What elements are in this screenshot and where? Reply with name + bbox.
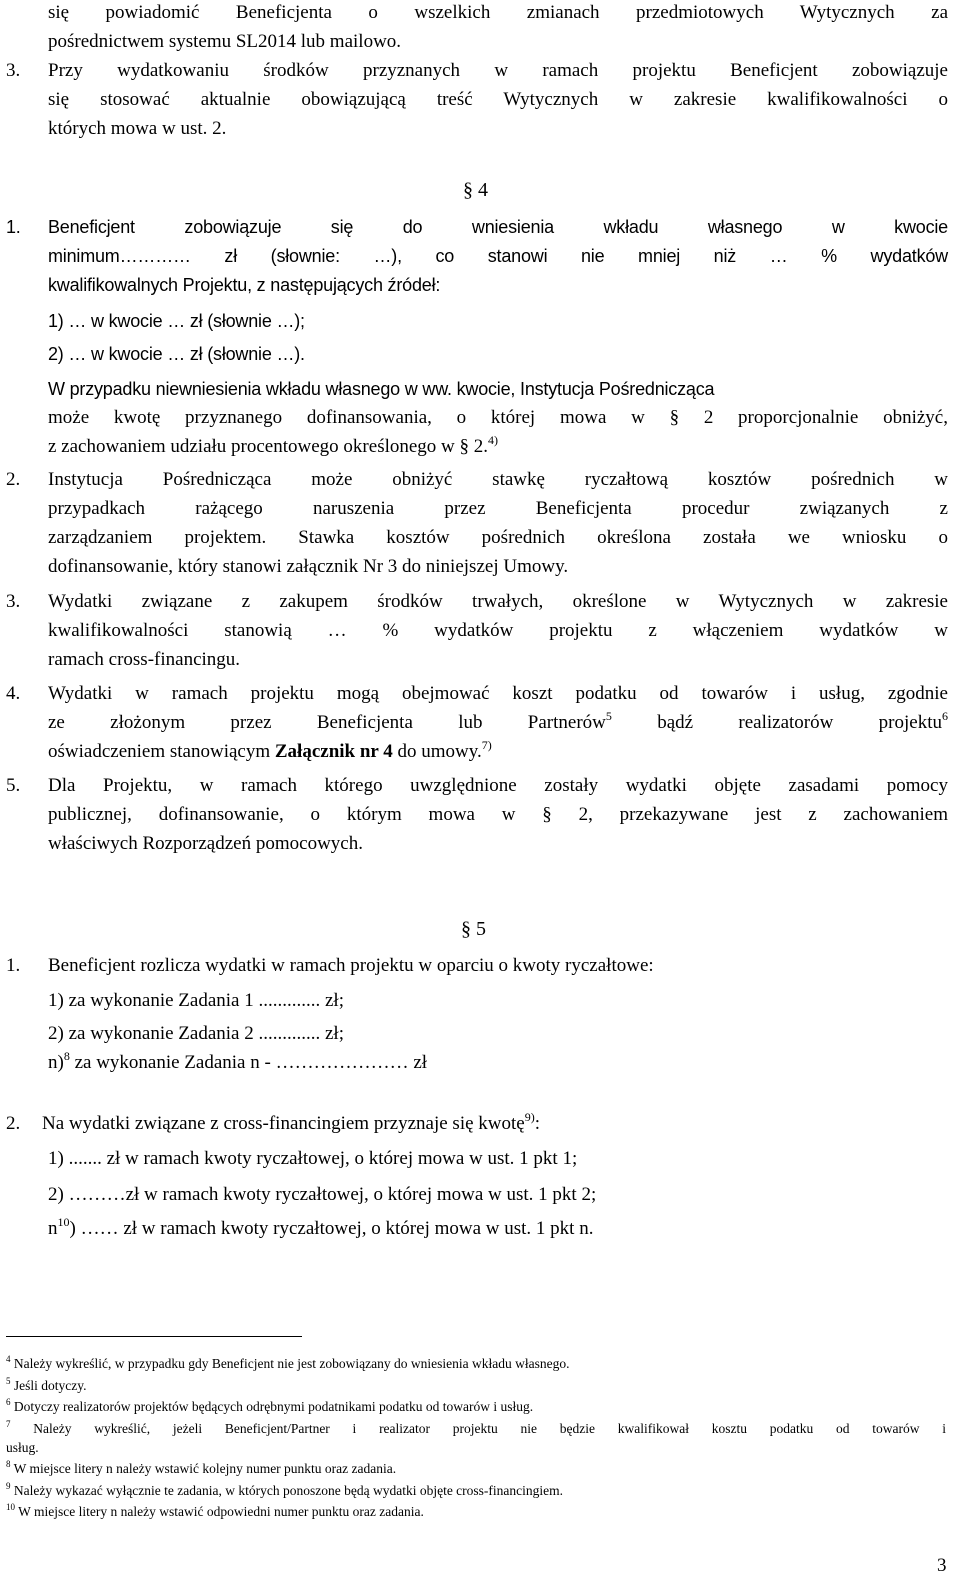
body-text: do umowy. (397, 741, 482, 762)
body-text: : (534, 1113, 540, 1134)
footnote-text: Należy wykazać wyłącznie te zadania, w których ponoszone będą wydatki objęte cross-financingiem. (13, 1483, 564, 1498)
body-text-line: W przypadku niewniesienia wkładu własnego w ww. kwocie, Instytucja Pośrednicząca (48, 379, 715, 399)
body-text-line (48, 709, 948, 734)
footnote-number: 9 (6, 1481, 11, 1491)
body-text-line: Dla Projektu, w ramach którego uwzględnione zostały wydatki objęte zasadami pomocy (48, 775, 948, 796)
page-number: 3 (937, 1555, 947, 1576)
footnote-text: Należy wykreślić, w przypadku gdy Beneficjent nie jest zobowiązany do wniesienia wkładu własnego. (13, 1356, 570, 1371)
body-text-line: Beneficjent zobowiązuje się do wniesienia wkładu własnego w kwocie (48, 217, 948, 237)
footnote-ref: 10 (57, 1215, 70, 1229)
list-item (48, 1049, 428, 1074)
list-number: 1. (6, 217, 21, 237)
footnote-ref: 9) (524, 1110, 535, 1124)
list-item: 2) … w kwocie … zł (słownie …). (48, 344, 305, 364)
footnote (6, 1504, 424, 1520)
list-number: 1. (6, 955, 21, 976)
body-text-line: się stosować aktualnie obowiązującą treść Wytycznych w zakresie kwalifikowalności o (48, 89, 948, 110)
list-item: 1) ....... zł w ramach kwoty ryczałtowej, o której mowa w ust. 1 pkt 1; (48, 1148, 578, 1169)
footnote-number: 4 (6, 1354, 11, 1364)
list-item (48, 1215, 594, 1240)
body-text-line: Wydatki w ramach projektu mogą obejmować koszt podatku od towarów i usług, zgodnie (48, 683, 948, 704)
body-text-line: minimum………… zł (słownie: …), co stanowi nie mniej niż … % wydatków (48, 246, 948, 266)
footnote (6, 1483, 563, 1499)
footnote (6, 1461, 396, 1477)
body-text-line (48, 738, 492, 763)
list-number: 5. (6, 775, 21, 796)
body-text: za wykonanie Zadania n - ………………… zł (74, 1052, 428, 1073)
list-item: 1) za wykonanie Zadania 1 ............. zł; (48, 990, 344, 1011)
footnote (6, 1356, 569, 1372)
body-text-line: dofinansowanie, który stanowi załącznik Nr 3 do niniejszej Umowy. (48, 556, 569, 577)
body-text-line: których mowa w ust. 2. (48, 118, 227, 139)
footnote-ref: 7) (481, 738, 492, 752)
list-item: 1) … w kwocie … zł (słownie …); (48, 311, 305, 331)
body-text-line (48, 433, 499, 458)
list-number: 3. (6, 60, 21, 81)
footnote-number: 8 (6, 1459, 11, 1469)
list-item: 2) za wykonanie Zadania 2 ............. zł; (48, 1023, 344, 1044)
body-text-line: kwalifikowalnych Projektu, z następujących źródeł: (48, 275, 441, 295)
list-number: 3. (6, 591, 21, 612)
footnote-text: W miejsce litery n należy wstawić kolejny numer punktu oraz zadania. (13, 1461, 397, 1476)
attachment-ref: Załącznik nr 4 (274, 741, 393, 762)
list-marker: n) (48, 1052, 64, 1073)
footnote-text: Należy wykreślić, jeżeli Beneficjent/Partner i realizator projektu nie będzie kwalifikował kosztu podatku od towarów i (33, 1421, 946, 1436)
list-number: 2. (6, 469, 21, 490)
footnote-text: W miejsce litery n należy wstawić odpowiedni numer punktu oraz zadania. (18, 1504, 424, 1519)
list-item: 2) ………zł w ramach kwoty ryczałtowej, o której mowa w ust. 1 pkt 2; (48, 1184, 597, 1205)
list-marker: n (48, 1218, 58, 1239)
body-text-line: może kwotę przyznanego dofinansowania, o której mowa w § 2 proporcjonalnie obniżyć, (48, 407, 948, 428)
list-number: 4. (6, 683, 21, 704)
footnote-separator (6, 1336, 302, 1337)
footnote-number: 10 (6, 1502, 15, 1512)
footnote (6, 1421, 946, 1437)
footnote-number: 7 (6, 1419, 11, 1429)
body-text: Na wydatki związane z cross-financingiem przyznaje się kwotę (42, 1113, 525, 1134)
footnote-continuation: usług. (6, 1440, 39, 1455)
footnote-ref: 8 (63, 1049, 70, 1063)
footnote-number: 5 (6, 1376, 11, 1386)
body-text-line: kwalifikowalności stanowią … % wydatków projektu z włączeniem wydatków w (48, 620, 948, 641)
body-text-line: ramach cross-financingu. (48, 649, 241, 670)
body-text: oświadczeniem stanowiącym (48, 741, 271, 762)
body-text: ze złożonym przez Beneficjenta lub Partnerów (48, 712, 606, 733)
body-text-line: Przy wydatkowaniu środków przyznanych w ramach projektu Beneficjent zobowiązuje (48, 60, 948, 81)
footnote-ref: 5 (605, 709, 612, 723)
footnote-text: Dotyczy realizatorów projektów będących odrębnymi podatnikami podatku od towarów i usług. (13, 1399, 534, 1414)
footnote (6, 1399, 533, 1415)
body-text-line: się powiadomić Beneficjenta o wszelkich zmianach przedmiotowych Wytycznych za (48, 2, 948, 23)
section-heading-4: § 4 (463, 179, 488, 201)
footnote (6, 1378, 86, 1394)
footnote-ref: 6 (942, 709, 948, 723)
body-text-line: zarządzaniem projektem. Stawka kosztów pośrednich określona została we wniosku o (48, 527, 948, 548)
body-text-line: Wydatki związane z zakupem środków trwałych, określone w Wytycznych w zakresie (48, 591, 948, 612)
footnote-text: Jeśli dotyczy. (13, 1378, 87, 1393)
body-text-line: Beneficjent rozlicza wydatki w ramach projektu w oparciu o kwoty ryczałtowe: (48, 955, 654, 976)
body-text-line: przypadkach rażącego naruszenia przez Beneficjenta procedur związanych z (48, 498, 948, 519)
body-text-line (42, 1110, 540, 1135)
body-text: bądź realizatorów projektu (657, 712, 942, 733)
body-text: z zachowaniem udziału procentowego określonego w § 2. (48, 436, 489, 457)
body-text-line: publicznej, dofinansowanie, o którym mowa w § 2, przekazywane jest z zachowaniem (48, 804, 948, 825)
body-text-line: pośrednictwem systemu SL2014 lub mailowo. (48, 31, 402, 52)
body-text-line: właściwych Rozporządzeń pomocowych. (48, 833, 363, 854)
list-number: 2. (6, 1113, 21, 1134)
footnote-number: 6 (6, 1397, 11, 1407)
footnote-ref: 4) (488, 433, 499, 447)
body-text-line: Instytucja Pośrednicząca może obniżyć stawkę ryczałtową kosztów pośrednich w (48, 469, 948, 490)
section-heading-5: § 5 (461, 918, 486, 940)
body-text: ) …… zł w ramach kwoty ryczałtowej, o której mowa w ust. 1 pkt n. (69, 1218, 594, 1239)
